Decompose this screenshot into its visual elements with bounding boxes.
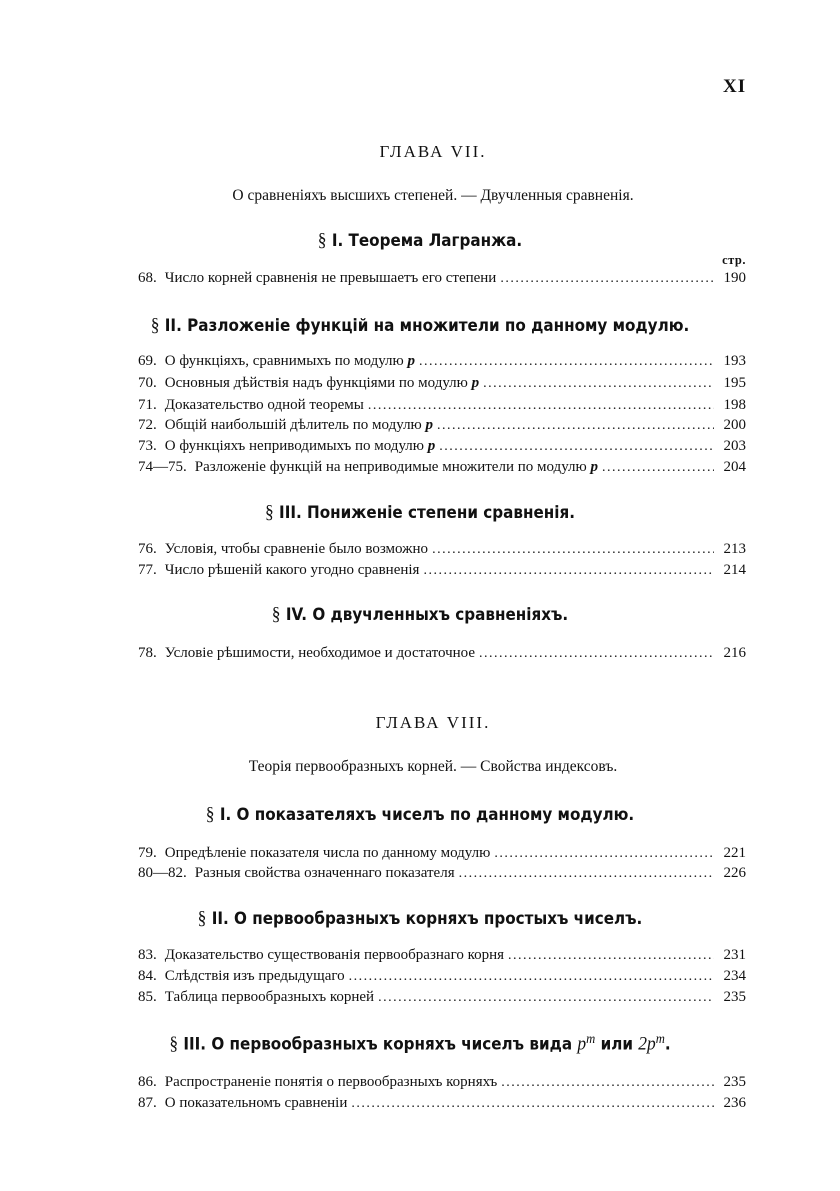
page-number: XI bbox=[723, 76, 747, 97]
section-heading bbox=[34, 502, 807, 524]
entry-title: Доказательство одной теоремы bbox=[164, 397, 364, 413]
chapter-8-header bbox=[0, 713, 840, 776]
section-title: I. О показателяхъ чиселъ по данному модулю. bbox=[219, 805, 635, 824]
toc-entry[interactable] bbox=[138, 965, 746, 987]
toc-entry[interactable] bbox=[138, 414, 746, 436]
entry-number: 78. bbox=[138, 645, 157, 661]
section-title-connector: или bbox=[600, 1034, 633, 1054]
entry-page: 221 bbox=[723, 845, 746, 861]
toc-entry[interactable] bbox=[138, 350, 746, 372]
entry-page: 203 bbox=[723, 438, 746, 454]
entry-page: 195 bbox=[723, 375, 746, 391]
entry-page: 231 bbox=[723, 947, 746, 963]
entry-title: Разложеніе функцій на неприводимые множители по модулю p bbox=[194, 459, 598, 475]
entry-number: 85. bbox=[138, 989, 157, 1005]
entry-page: 235 bbox=[723, 989, 746, 1005]
entry-number: 80—82. bbox=[138, 865, 187, 881]
dot-leader bbox=[508, 945, 714, 967]
section-title: IV. О двучленныхъ сравненіяхъ. bbox=[285, 605, 569, 624]
chapter-7-header bbox=[0, 142, 840, 205]
entry-title: Условія, чтобы сравненіе было возможно bbox=[164, 541, 429, 557]
modulus-variable: p bbox=[427, 438, 436, 454]
modulus-variable: p bbox=[590, 459, 598, 475]
toc-entry[interactable] bbox=[138, 435, 746, 457]
entry-number: 71. bbox=[138, 397, 157, 413]
dot-leader bbox=[432, 539, 714, 561]
toc-entry[interactable] bbox=[138, 842, 746, 864]
section-symbol: § bbox=[197, 908, 207, 929]
entry-title: О показательномъ сравненіи bbox=[164, 1095, 348, 1111]
entry-number: 87. bbox=[138, 1095, 157, 1111]
entry-page: 198 bbox=[723, 397, 746, 413]
section-title: III. О первообразныхъ корняхъ чиселъ вида bbox=[183, 1034, 573, 1054]
dot-leader bbox=[419, 351, 714, 373]
section-symbol: § bbox=[317, 230, 327, 251]
toc-entry[interactable] bbox=[138, 267, 746, 289]
entry-page: 216 bbox=[723, 645, 746, 661]
entry-title: Условіе рѣшимости, необходимое и достаточное bbox=[164, 645, 476, 661]
chapter-title: ГЛАВА VIII. bbox=[375, 713, 491, 732]
section-symbol: § bbox=[265, 502, 274, 523]
math-p: p bbox=[577, 1033, 587, 1055]
dot-leader bbox=[479, 643, 714, 665]
section-symbol: § bbox=[150, 315, 160, 336]
entry-title: Основныя дѣйствія надъ функціями по модулю p bbox=[164, 375, 480, 391]
entry-page: 204 bbox=[723, 459, 746, 475]
entry-title: Разныя свойства означеннаго показателя bbox=[194, 865, 455, 881]
toc-entry[interactable] bbox=[138, 456, 746, 478]
dot-leader bbox=[351, 1093, 714, 1115]
dot-leader bbox=[423, 560, 714, 582]
entry-title: Таблица первообразныхъ корней bbox=[164, 989, 375, 1005]
dot-leader bbox=[483, 373, 714, 395]
section-heading bbox=[34, 230, 807, 252]
section-heading bbox=[34, 908, 807, 930]
entry-number: 83. bbox=[138, 947, 157, 963]
entry-page: 193 bbox=[723, 353, 746, 369]
dot-leader bbox=[437, 415, 714, 437]
section-title: III. Пониженіе степени сравненія. bbox=[279, 503, 575, 522]
section-title: II. О первообразныхъ корняхъ простыхъ чиселъ. bbox=[211, 909, 643, 928]
entry-title: Опредѣленіе показателя числа по данному модулю bbox=[164, 845, 491, 861]
toc-entry[interactable] bbox=[138, 372, 746, 394]
entry-number: 68. bbox=[138, 270, 157, 286]
toc-entry[interactable] bbox=[138, 559, 746, 581]
toc-entry[interactable] bbox=[138, 1071, 746, 1093]
entry-number: 72. bbox=[138, 417, 157, 433]
dot-leader bbox=[459, 863, 714, 885]
entry-number: 73. bbox=[138, 438, 157, 454]
dot-leader bbox=[602, 457, 714, 479]
chapter-title: ГЛАВА VII. bbox=[379, 142, 487, 161]
math-exponent: m bbox=[586, 1031, 596, 1046]
entry-number: 76. bbox=[138, 541, 157, 557]
entry-number: 74—75. bbox=[138, 459, 187, 475]
toc-entry[interactable] bbox=[138, 862, 746, 884]
section-symbol: § bbox=[169, 1033, 179, 1055]
dot-leader bbox=[500, 268, 714, 290]
entry-page: 213 bbox=[723, 541, 746, 557]
entry-number: 84. bbox=[138, 968, 157, 984]
section-heading bbox=[34, 1031, 807, 1056]
toc-entry[interactable] bbox=[138, 986, 746, 1008]
section-heading bbox=[34, 604, 807, 626]
entry-title: Распространеніе понятія о первообразныхъ корняхъ bbox=[164, 1074, 498, 1090]
entry-page: 190 bbox=[723, 270, 746, 286]
toc-entry[interactable] bbox=[138, 944, 746, 966]
entry-title: Общій наибольшій дѣлитель по модулю p bbox=[164, 417, 434, 433]
section-heading bbox=[34, 315, 807, 337]
math-2p: 2p bbox=[638, 1033, 656, 1055]
toc-entry[interactable] bbox=[138, 394, 746, 416]
dot-leader bbox=[439, 436, 714, 458]
dot-leader bbox=[378, 987, 714, 1009]
section-symbol: § bbox=[271, 604, 281, 625]
entry-page: 200 bbox=[723, 417, 746, 433]
entry-number: 77. bbox=[138, 562, 157, 578]
chapter-subtitle: Теорія первообразныхъ корней. — Свойства индексовъ. bbox=[248, 758, 618, 775]
entry-number: 86. bbox=[138, 1074, 157, 1090]
entry-title: Число корней сравненія не превышаетъ его степени bbox=[164, 270, 497, 286]
toc-entry[interactable] bbox=[138, 1092, 746, 1114]
section-title: II. Разложеніе функцій на множители по данному модулю. bbox=[164, 316, 690, 335]
entry-page: 234 bbox=[723, 968, 746, 984]
entry-page: 236 bbox=[723, 1095, 746, 1111]
entry-title: Доказательство существованія первообразнаго корня bbox=[164, 947, 505, 963]
section-symbol: § bbox=[205, 804, 215, 825]
entry-page: 226 bbox=[723, 865, 746, 881]
section-title-end: . bbox=[664, 1034, 671, 1054]
entry-title: О функціяхъ, сравнимыхъ по модулю p bbox=[164, 353, 415, 369]
toc-entry[interactable] bbox=[138, 642, 746, 664]
entry-page: 235 bbox=[723, 1074, 746, 1090]
math-exponent: m bbox=[655, 1031, 665, 1046]
dot-leader bbox=[349, 966, 714, 988]
dot-leader bbox=[501, 1072, 714, 1094]
section-heading bbox=[34, 804, 807, 826]
toc-entry[interactable] bbox=[138, 538, 746, 560]
page-column-label: стр. bbox=[722, 253, 746, 267]
entry-title: Число рѣшеній какого угодно сравненія bbox=[164, 562, 420, 578]
entry-number: 70. bbox=[138, 375, 157, 391]
entry-number: 69. bbox=[138, 353, 157, 369]
section-title: I. Теорема Лагранжа. bbox=[331, 231, 523, 250]
modulus-variable: p bbox=[407, 353, 415, 369]
chapter-subtitle: О сравненіяхъ высшихъ степеней. — Двучленныя сравненія. bbox=[232, 187, 634, 204]
entry-page: 214 bbox=[723, 562, 746, 578]
entry-title: О функціяхъ неприводимыхъ по модулю p bbox=[164, 438, 436, 454]
entry-title: Слѣдствія изъ предыдущаго bbox=[164, 968, 345, 984]
modulus-variable: p bbox=[471, 375, 480, 391]
entry-number: 79. bbox=[138, 845, 157, 861]
modulus-variable: p bbox=[425, 417, 434, 433]
